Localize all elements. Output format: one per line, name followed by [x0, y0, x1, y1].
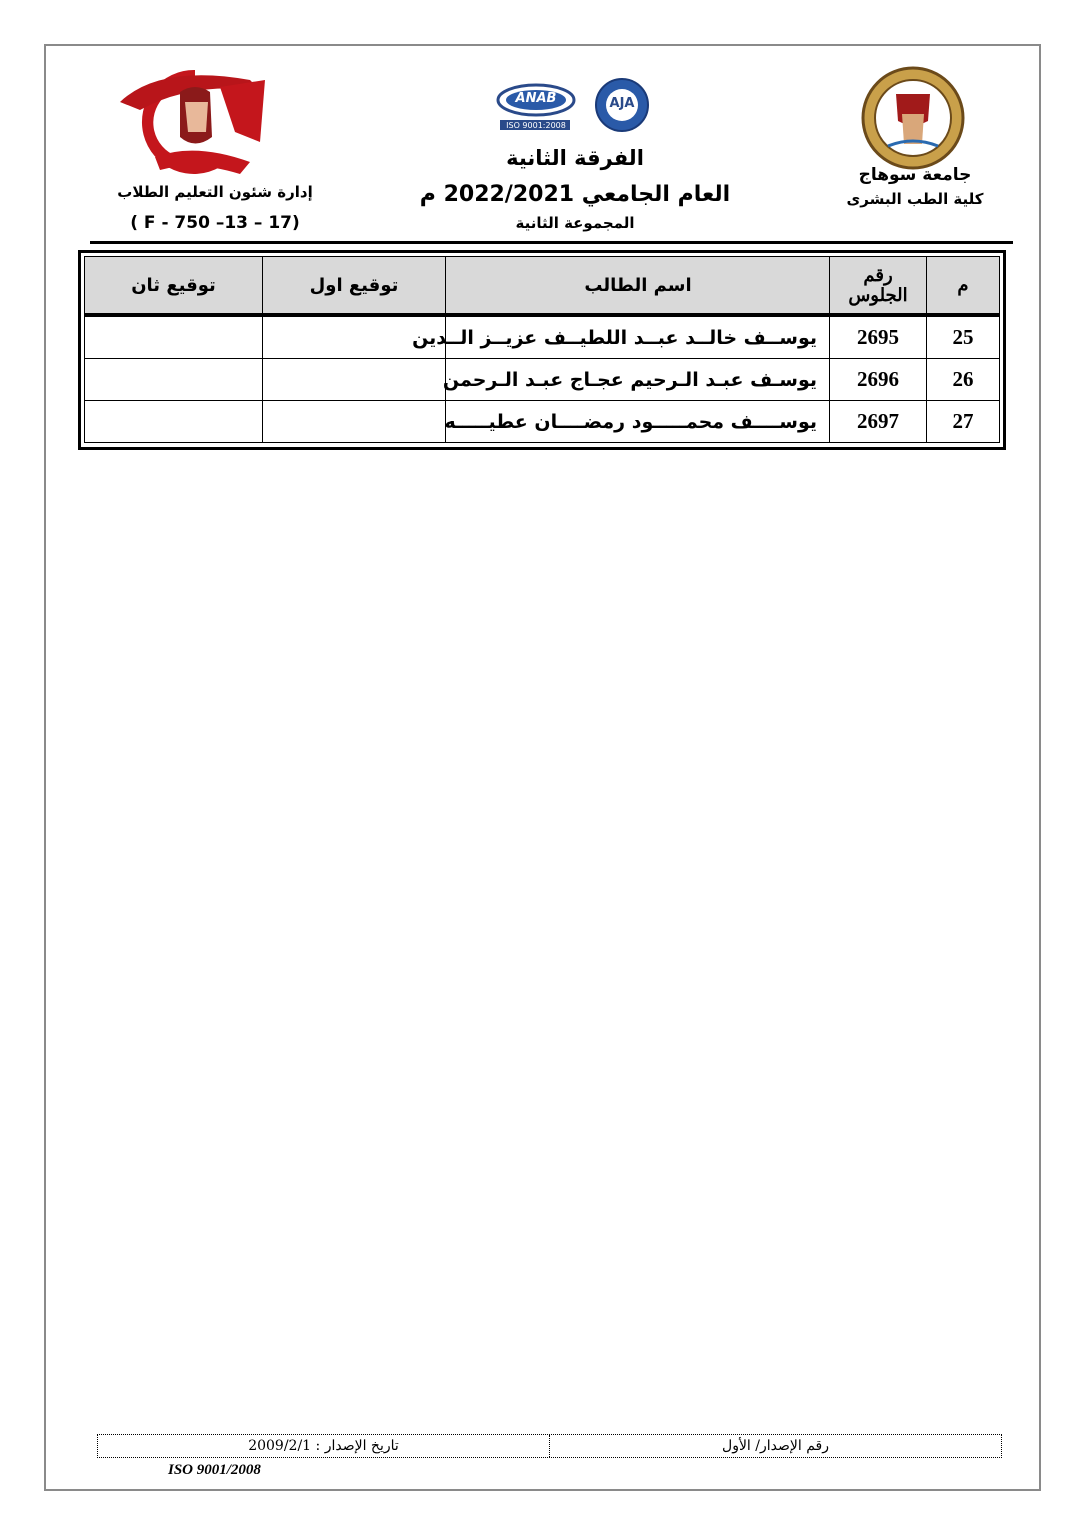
- column-header-seat-line1: رقم: [863, 265, 893, 285]
- roster-table: [84, 256, 1000, 443]
- column-header-signature-2: توقيع ثان: [85, 257, 263, 316]
- table-row: [85, 315, 1000, 359]
- aja-badge-label: AJA: [609, 96, 635, 111]
- academic-year-title: العام الجامعي 2022/2021 م: [419, 182, 731, 207]
- row-seat-number: 2695: [830, 315, 927, 359]
- row-signature-2: [85, 315, 263, 359]
- form-code: ( F - 750 –13 – 17): [130, 213, 300, 233]
- column-header-signature-1: توقيع اول: [263, 257, 446, 316]
- row-signature-1: [263, 401, 446, 443]
- faculty-of-medicine-logo-icon: [100, 62, 275, 180]
- faculty-name: كلية الطب البشرى: [846, 190, 984, 208]
- grade-title: الفرقة الثانية: [506, 146, 644, 170]
- row-seat-number: 2696: [830, 359, 927, 401]
- row-seat-number: 2697: [830, 401, 927, 443]
- column-header-seat-line2: الجلوس: [848, 285, 908, 305]
- row-signature-2: [85, 359, 263, 401]
- row-index: 25: [927, 315, 1000, 359]
- footer-box: [97, 1434, 1002, 1458]
- anab-badge-label: ANAB: [515, 91, 557, 106]
- row-signature-1: [263, 359, 446, 401]
- university-name: جامعة سوهاج: [858, 165, 972, 185]
- footer-issue-number: رقم الإصدار/ الأول: [722, 1438, 829, 1454]
- footer-iso-label: ISO 9001/2008: [168, 1462, 261, 1478]
- roster-table-frame: [78, 250, 1006, 450]
- footer-issue-date: تاريخ الإصدار : 2009/2/1: [98, 1435, 550, 1457]
- sohag-university-seal-icon: [858, 66, 968, 171]
- row-index: 27: [927, 401, 1000, 443]
- table-row: [85, 401, 1000, 443]
- iso-badge-label: ISO 9001:2008: [506, 121, 566, 130]
- row-student-name: يوســف خالــد عبــد اللطيــف عزيــز الــدين: [446, 315, 830, 359]
- department-name: إدارة شئون التعليم الطلاب: [117, 183, 313, 201]
- column-header-seat: [830, 257, 927, 316]
- column-header-index: م: [927, 257, 1000, 316]
- table-header-row: [85, 257, 1000, 316]
- table-row: [85, 359, 1000, 401]
- column-header-name: اسم الطالب: [446, 257, 830, 316]
- row-signature-2: [85, 401, 263, 443]
- row-student-name: يوسـف عبـد الـرحيم عجـاج عبـد الـرحمن: [446, 359, 830, 401]
- row-student-name: يوســــف محمـــــود رمضــــان عطيـــــه: [446, 401, 830, 443]
- group-title: المجموعة الثانية: [515, 214, 635, 232]
- header-divider: [90, 241, 1013, 244]
- row-index: 26: [927, 359, 1000, 401]
